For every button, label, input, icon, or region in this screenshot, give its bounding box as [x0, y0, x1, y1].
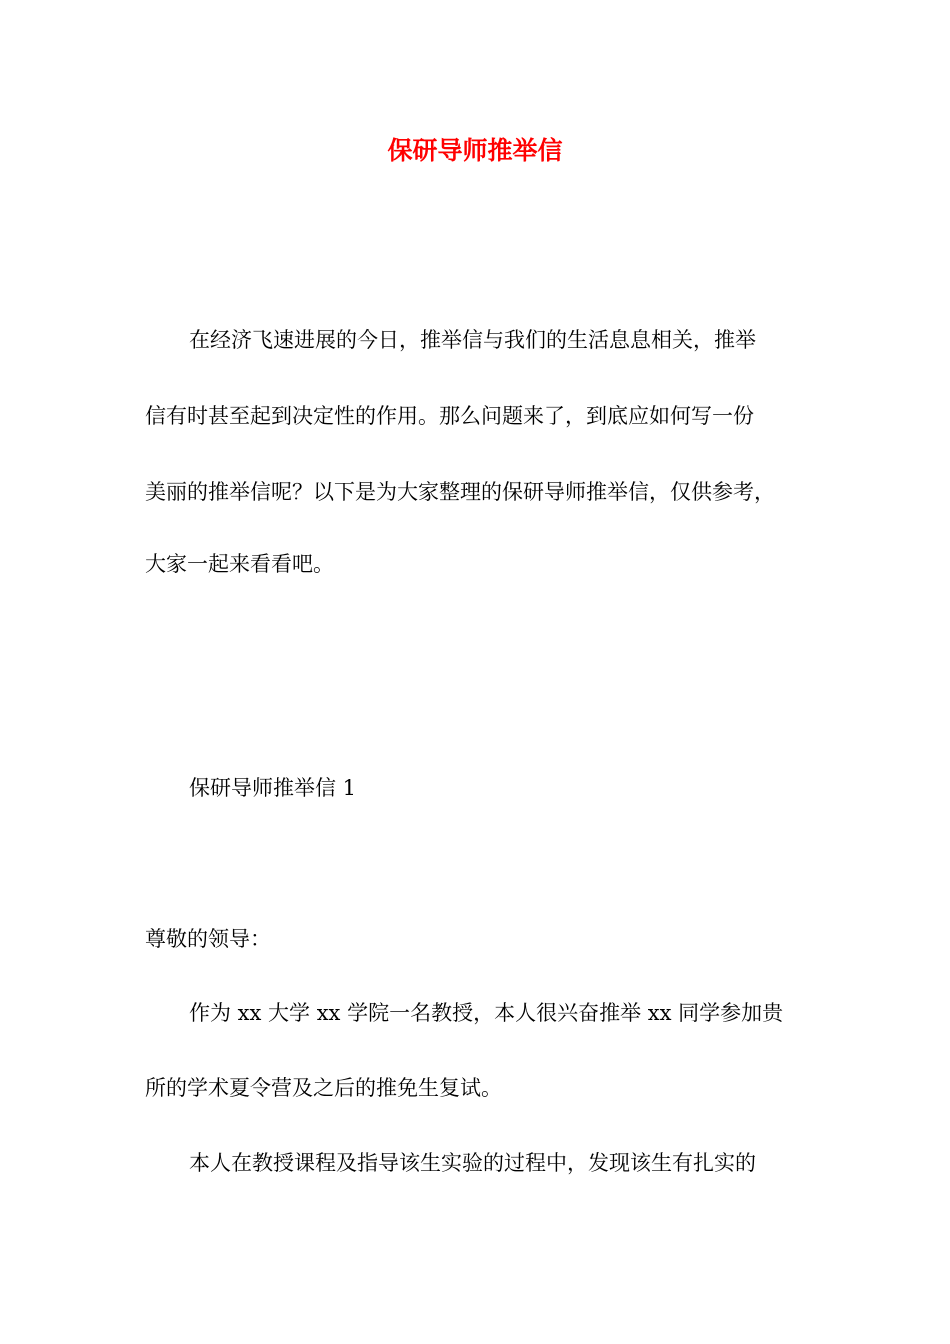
intro-line-4: 大家一起来看看吧。	[145, 552, 334, 576]
intro-line-2: 信有时甚至起到决定性的作用。那么问题来了，到底应如何写一份	[145, 404, 754, 428]
intro-line-1: 在经济飞速进展的今日，推举信与我们的生活息息相关，推举	[189, 328, 756, 352]
section-heading: 保研导师推举信 1	[189, 776, 357, 800]
body-line-3: 本人在教授课程及指导该生实验的过程中，发现该生有扎实的	[189, 1151, 756, 1175]
body-line-1: 作为 xx 大学 xx 学院一名教授，本人很兴奋推举 xx 同学参加贵	[189, 1001, 784, 1025]
salutation: 尊敬的领导：	[145, 927, 271, 951]
body-line-2: 所的学术夏令营及之后的推免生复试。	[145, 1076, 502, 1100]
intro-line-3: 美丽的推举信呢？以下是为大家整理的保研导师推举信，仅供参考，	[145, 480, 775, 504]
document-title: 保研导师推举信	[387, 136, 563, 165]
